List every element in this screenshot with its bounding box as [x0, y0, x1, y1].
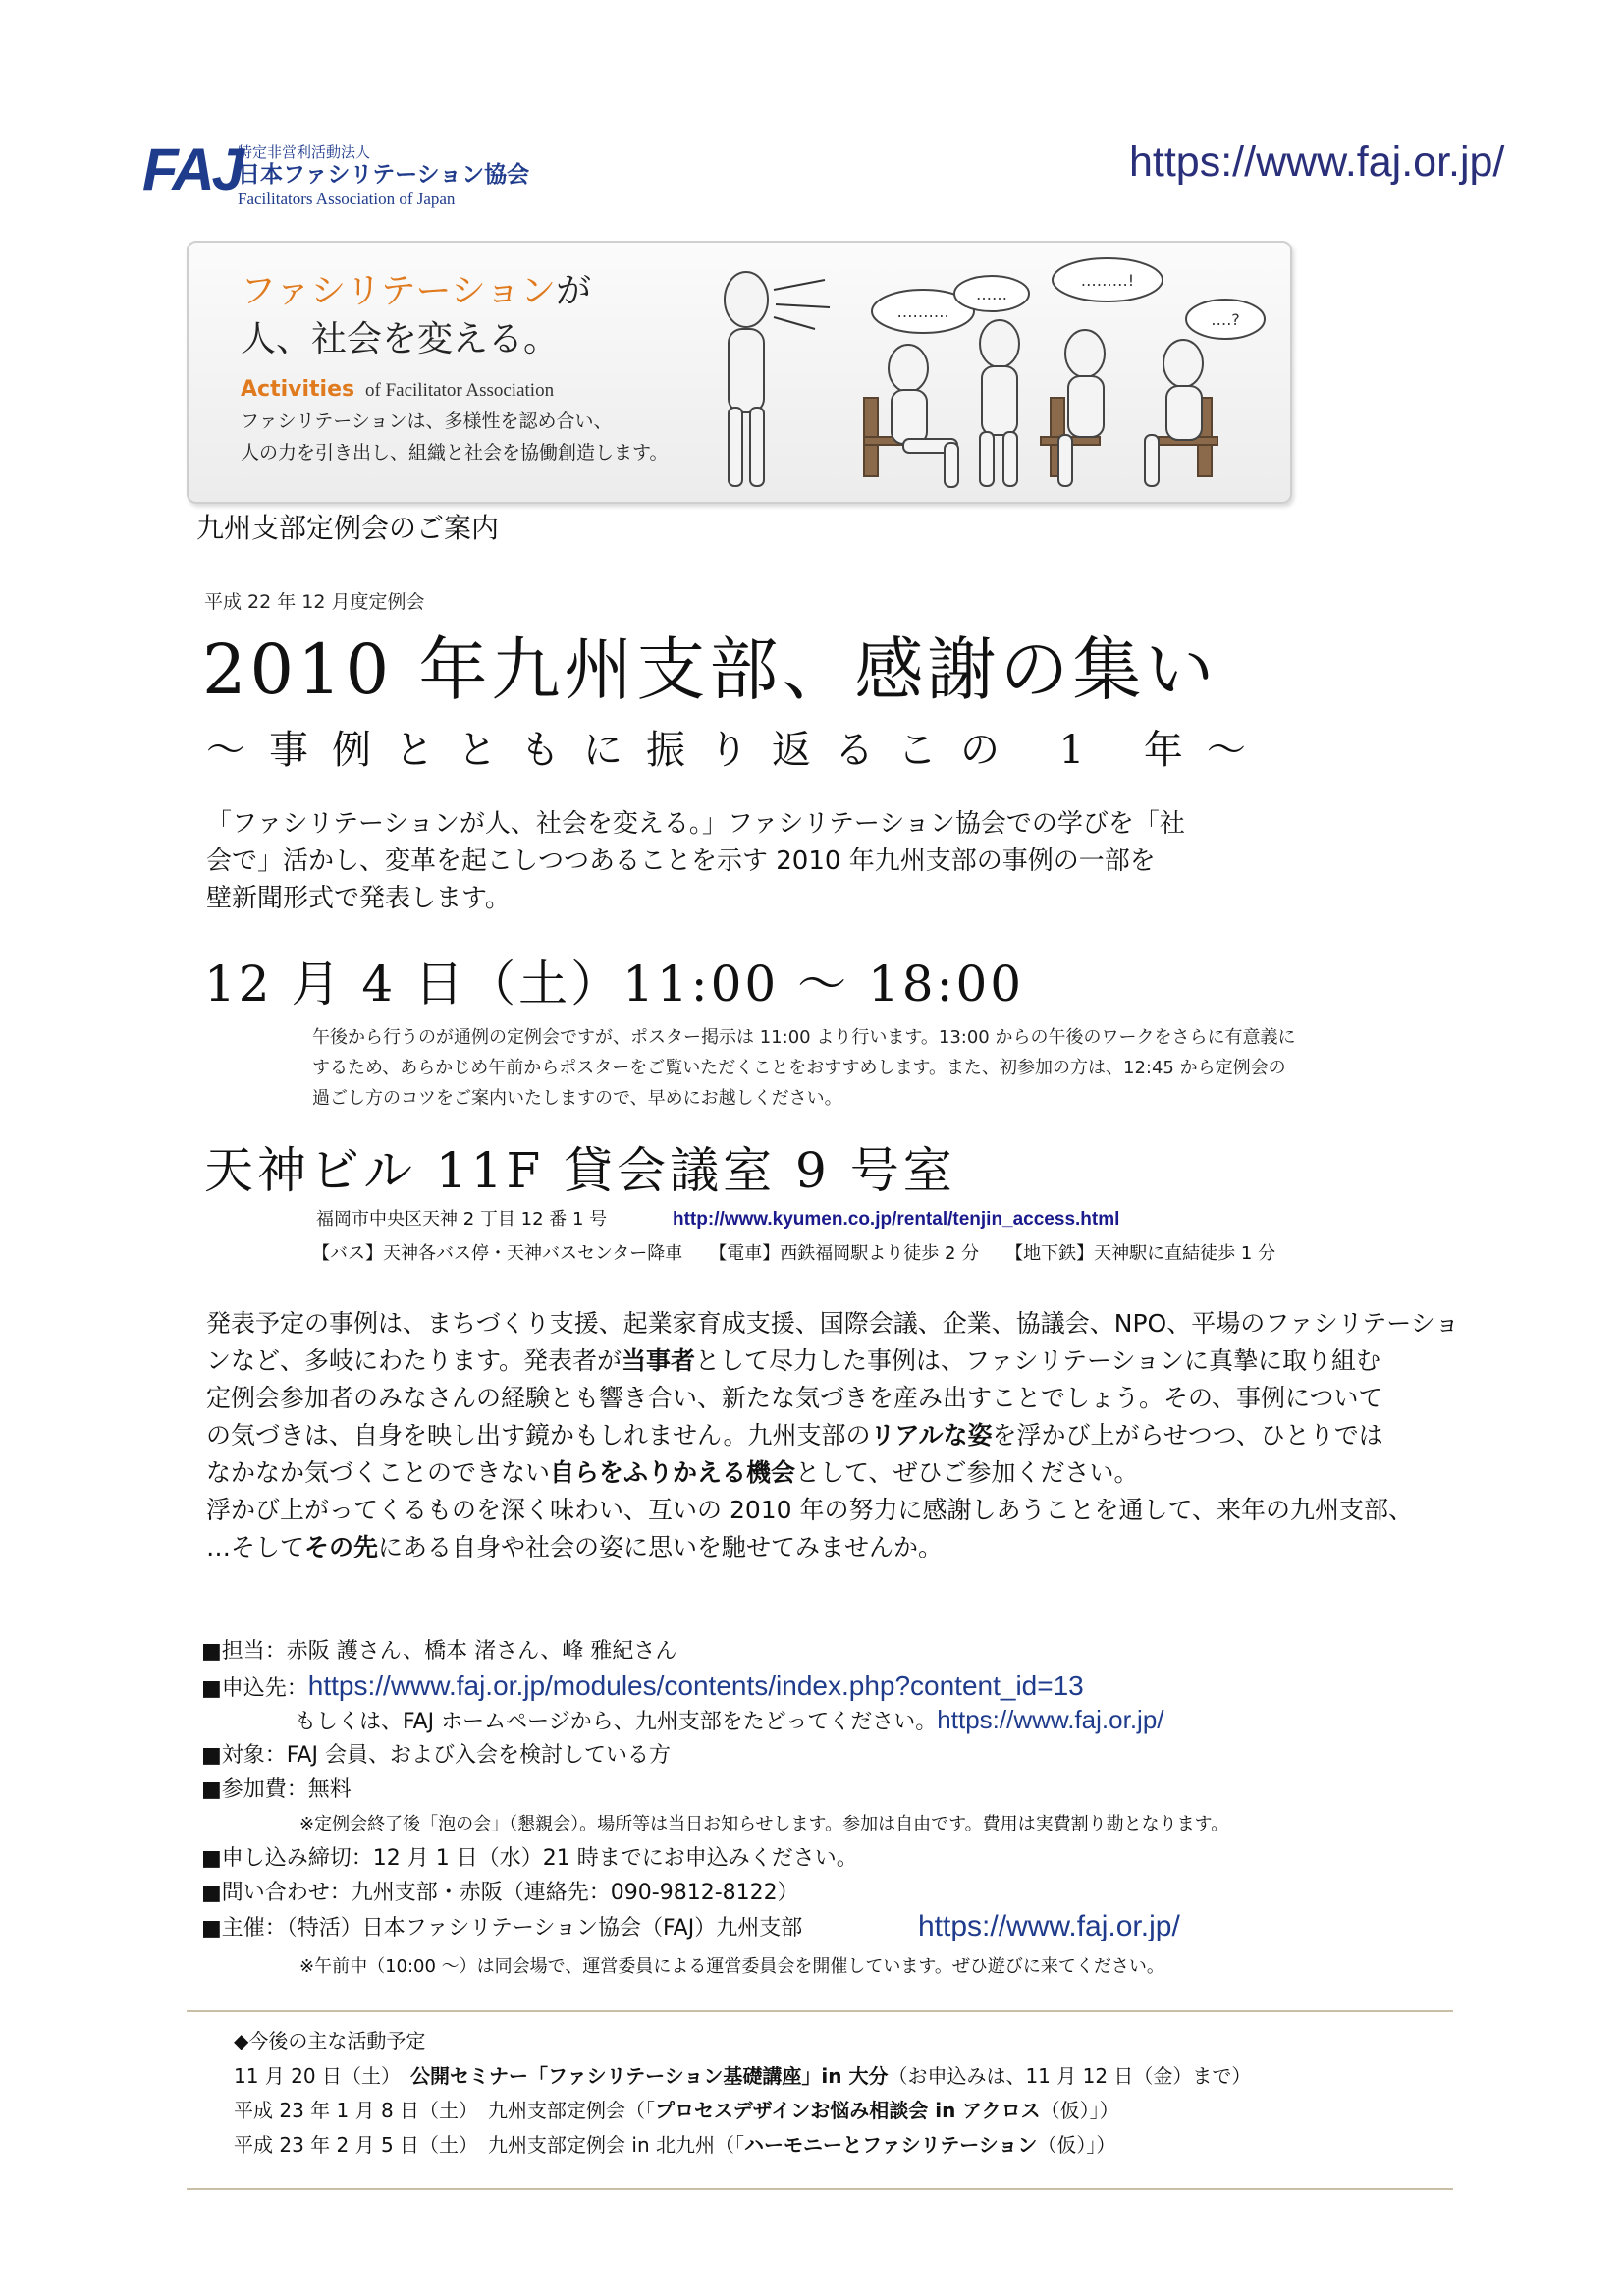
intro-line: 「ファシリテーションが人、社会を変える。」ファシリテーション協会での学びを「社 — [206, 809, 1185, 839]
body-line — [206, 1342, 1380, 1380]
body-text: にある自身や社会の姿に思いを馳せてみませんか。 — [378, 1533, 944, 1561]
body-text: として、ぜひご参加ください。 — [795, 1458, 1139, 1487]
figure-seated-head — [980, 320, 1019, 367]
banner-headline-orange: ファシリテーション — [241, 271, 557, 311]
banner-headline-particle: が — [556, 271, 592, 311]
page-title: 2010 年九州支部、感謝の集い — [202, 629, 1218, 710]
figure-speaker-body — [729, 329, 764, 412]
body-text: の気づきは、自身を映し出す鏡かもしれません。九州支部の — [206, 1421, 871, 1449]
datetime-note-line: 過ごし方のコツをご案内いたしますので、早めにお越しください。 — [312, 1088, 842, 1109]
body-text: ンなど、多岐にわたります。発表者が — [206, 1346, 622, 1375]
logo-org-name: 日本ファシリテーション協会 — [238, 162, 530, 188]
schedule-top-rule — [187, 2010, 1453, 2012]
body-line: 浮かび上がってくるものを深く味わい、互いの 2010 年の努力に感謝しあうことを通して、来年の九州支部、 — [206, 1496, 1414, 1524]
schedule-emphasis: ハーモニーとファシリテーション — [744, 2133, 1038, 2157]
intro-line: 会で」活かし、変革を起こしつつあることを示す 2010 年九州支部の事例の一部を — [206, 847, 1156, 876]
body-text: として尽力した事例は、ファシリテーションに真摯に取り組む — [695, 1346, 1381, 1375]
schedule-text: （お申込みは、11 月 12 日（金）まで） — [888, 2064, 1252, 2088]
figure-seated-leg — [1003, 432, 1017, 486]
datetime-note-line: するため、あらかじめ午前からポスターをご覧いただくことをおすすめします。また、初参加の方は、12:45 から定例会の — [312, 1058, 1286, 1078]
speech-line — [774, 317, 815, 329]
banner-activities-of: of Facilitator Association — [365, 380, 555, 401]
venue-address: 福岡市中央区天神 2 丁目 12 番 1 号 — [316, 1209, 608, 1230]
figure-seated-leg — [980, 432, 994, 486]
schedule-item — [234, 2095, 1119, 2126]
banner-illustration — [687, 250, 1276, 496]
speech-line — [774, 280, 825, 290]
bubble-1-text: ………. — [896, 302, 949, 321]
info-apply-alt — [295, 1704, 1164, 1738]
body-emphasis: 自らをふりかえる機会 — [550, 1458, 796, 1487]
faj-logo-mark: FAJ — [142, 137, 243, 202]
body-emphasis: その先 — [304, 1533, 379, 1561]
body-text: を浮かび上がらせつつ、ひとりでは — [992, 1421, 1383, 1449]
info-fee-note: ※定例会終了後「泡の会」（懇親会）。場所等は当日お知らせします。参加は自由です。費用は実費割り勘となります。 — [299, 1814, 1229, 1834]
info-deadline: ■申し込み締切：12 月 1 日（水）21 時までにお申込みください。 — [201, 1846, 858, 1871]
bubble-4-text: ….? — [1211, 310, 1240, 329]
body-text: なかなか気づくことのできない — [206, 1458, 551, 1487]
info-host: ■主催：（特活）日本ファシリテーション協会（FAJ）九州支部 — [201, 1916, 803, 1941]
home-url-link[interactable]: https://www.faj.or.jp/ — [937, 1705, 1164, 1734]
figure-seated-head — [889, 345, 928, 392]
info-fee: ■参加費：無料 — [201, 1777, 352, 1802]
body-line — [206, 1417, 1383, 1454]
body-emphasis: 当事者 — [622, 1346, 696, 1375]
figure-seated-body — [892, 390, 927, 444]
body-line — [206, 1529, 943, 1566]
schedule-text: 平成 23 年 2 月 5 日（土） 九州支部定例会 in 北九州（「 — [234, 2133, 744, 2157]
schedule-item — [234, 2060, 1251, 2092]
body-text: …そして — [206, 1533, 305, 1561]
figure-seated-leg — [1058, 435, 1072, 486]
figure-speaker-head — [725, 272, 768, 327]
banner-activities: Activities — [241, 377, 355, 402]
logo-org-type: 特定非営利活動法人 — [238, 143, 371, 161]
banner-description-2: 人の力を引き出し、組織と社会を協働創造します。 — [241, 442, 669, 464]
bubble-2-text: …… — [976, 285, 1007, 303]
info-contact: ■問い合わせ：九州支部・赤阪（連絡先：090-9812-8122） — [201, 1881, 799, 1905]
schedule-emphasis: 公開セミナー「ファシリテーション基礎講座」in 大分 — [409, 2064, 889, 2088]
logo-org-name-en: Facilitators Association of Japan — [238, 190, 456, 208]
site-url-link[interactable]: https://www.faj.or.jp/ — [1129, 138, 1505, 186]
datetime-note-line: 午後から行うのが通例の定例会ですが、ポスター掲示は 11:00 より行います。13:00 からの午後のワークをさらに有意義に — [312, 1027, 1296, 1048]
info-staff: ■担当：赤阪 護さん、橋本 渚さん、峰 雅紀さん — [201, 1639, 677, 1664]
body-line: 発表予定の事例は、まちづくり支援、起業家育成支援、国際会議、企業、協議会、NPO、平場のファシリテーショ — [206, 1309, 1460, 1338]
schedule-item — [234, 2129, 1115, 2160]
banner-description-1: ファシリテーションは、多様性を認め合い、 — [241, 410, 613, 432]
figure-seated-head — [1065, 330, 1105, 377]
info-apply-label: ■申込先： — [201, 1676, 308, 1701]
page-subtitle: ～事例とともに振り返るこの 1 年～ — [206, 728, 1270, 773]
bubble-3-text: ………! — [1080, 271, 1135, 290]
meeting-label: 平成 22 年 12 月度定例会 — [204, 591, 425, 613]
figure-seated-head — [1163, 340, 1203, 387]
event-venue: 天神ビル 11F 貸会議室 9 号室 — [204, 1142, 956, 1199]
schedule-emphasis: プロセスデザインお悩み相談会 in アクロス — [655, 2099, 1041, 2122]
host-url-link[interactable]: https://www.faj.or.jp/ — [918, 1910, 1180, 1942]
figure-speaker-leg — [729, 408, 742, 486]
figure-seated-leg — [945, 443, 958, 487]
figure-speaker-leg — [750, 408, 764, 486]
figure-seated-body — [982, 366, 1017, 435]
schedule-text: 平成 23 年 1 月 8 日（土） 九州支部定例会（「 — [234, 2099, 656, 2122]
body-emphasis: リアルな姿 — [870, 1421, 993, 1449]
info-target: ■対象：FAJ 会員、および入会を検討している方 — [201, 1743, 671, 1768]
info-host-note: ※午前中（10:00 ～）は同会場で、運営委員による運営委員会を開催しています。ぜひ遊びに来てください。 — [299, 1956, 1164, 1977]
banner-headline-2: 人、社会を変える。 — [241, 319, 560, 359]
schedule-heading: ◆今後の主な活動予定 — [234, 2029, 426, 2052]
body-line — [206, 1454, 1139, 1492]
figure-seated-body — [1068, 376, 1104, 437]
speech-line — [776, 304, 830, 307]
schedule-text: （仮）」） — [1040, 2099, 1119, 2122]
venue-access: 【バス】天神各バス停・天神バスセンター降車 【電車】西鉄福岡駅より徒歩 2 分 【地下鉄】天神駅に直結徒歩 1 分 — [312, 1243, 1276, 1264]
intro-line: 壁新聞形式で発表します。 — [206, 884, 511, 913]
event-datetime: 12 月 4 日（土）11:00 ～ 18:00 — [204, 956, 1025, 1012]
kyushu-heading: 九州支部定例会のご案内 — [196, 512, 500, 544]
info-apply-alt-text: もしくは、FAJ ホームページから、九州支部をたどってください。 — [295, 1710, 938, 1734]
schedule-text: （仮）」） — [1037, 2133, 1116, 2157]
info-apply — [201, 1669, 1084, 1705]
figure-seated-body — [1166, 386, 1202, 440]
schedule-text: 11 月 20 日（土） — [234, 2064, 410, 2088]
body-line: 定例会参加者のみなさんの経験とも響き合い、新たな気づきを産み出すことでしょう。その、事例について — [206, 1384, 1383, 1412]
figure-seated-leg — [1145, 435, 1159, 486]
banner-headline-1 — [241, 270, 591, 313]
apply-url-link[interactable]: https://www.faj.or.jp/modules/contents/index.php?content_id=13 — [307, 1670, 1084, 1701]
venue-url-link[interactable]: http://www.kyumen.co.jp/rental/tenjin_access.html — [673, 1209, 1120, 1230]
schedule-bottom-rule — [187, 2188, 1453, 2190]
